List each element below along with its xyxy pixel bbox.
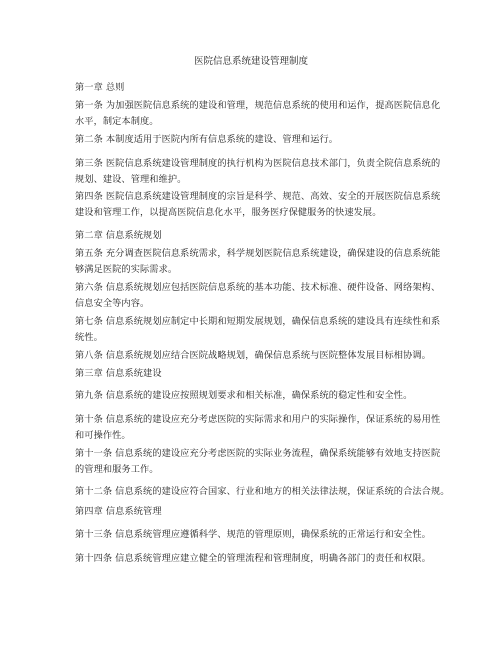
paragraph-line: 第十四条 信息系统管理应建立健全的管理流程和管理制度，明确各部门的责任和权限。 [75, 553, 431, 564]
paragraph [75, 132, 437, 148]
paragraph [75, 246, 441, 278]
paragraph-line: 第二章 信息系统规划 [75, 230, 162, 241]
paragraph-line: 够满足医院的实际需求。 [75, 264, 178, 275]
paragraph [75, 98, 441, 130]
paragraph-line: 第十条 信息系统的建设应充分考虑医院的实际需求和用户的实际操作，保证系统的易用性 [75, 414, 441, 425]
paragraph [75, 446, 441, 478]
paragraph [75, 388, 437, 404]
paragraph-line: 第五条 充分调查医院信息系统需求，科学规划医院信息系统建设，确保建设的信息系统能 [75, 248, 441, 259]
paragraph [75, 366, 437, 382]
paragraph-line: 信息安全等内容。 [75, 298, 150, 309]
paragraph-line: 第三条 医院信息系统建设管理制度的执行机构为医院信息技术部门，负责全院信息系统的 [75, 158, 441, 169]
paragraph-line: 第七条 信息系统规划应制定中长期和短期发展规划，确保信息系统的建设具有连续性和系 [75, 316, 441, 327]
paragraph [75, 484, 450, 500]
paragraph [75, 80, 437, 96]
document-title: 医院信息系统建设管理制度 [193, 56, 308, 67]
paragraph [75, 280, 441, 312]
paragraph-line: 第一条 为加强医院信息系统的建设和管理，规范信息系统的使用和运作，提高医院信息化 [75, 100, 441, 111]
paragraph-line: 统性。 [75, 332, 103, 343]
paragraph-line: 第三章 信息系统建设 [75, 368, 162, 379]
paragraph-line: 第四条 医院信息系统建设管理制度的宗旨是科学、规范、高效、安全的开展医院信息系统 [75, 191, 441, 202]
paragraph [75, 412, 441, 444]
paragraph [75, 228, 437, 244]
paragraph [75, 551, 437, 567]
paragraph-line: 第十三条 信息系统管理应遵循科学、规范的管理原则，确保系统的正常运行和安全性。 [75, 529, 431, 540]
paragraph [75, 189, 441, 221]
paragraph-line: 第四章 信息系统管理 [75, 506, 162, 517]
paragraph [75, 527, 437, 543]
paragraph-line: 的管理和服务工作。 [75, 464, 159, 475]
paragraph-line: 水平，制定本制度。 [75, 116, 159, 127]
paragraph [75, 314, 441, 346]
paragraph [75, 156, 441, 188]
paragraph-line: 第十二条 信息系统的建设应符合国家、行业和地方的相关法律法规，保证系统的合法合规。 [75, 486, 450, 497]
paragraph-line: 第八条 信息系统规划应结合医院战略规划，确保信息系统与医院整体发展目标相协调。 [75, 350, 431, 361]
paragraph [75, 348, 437, 364]
paragraph-line: 和可操作性。 [75, 430, 131, 441]
paragraph-line: 建设和管理工作，以提高医院信息化水平，服务医疗保健服务的快速发展。 [75, 207, 382, 218]
paragraph-line: 第二条 本制度适用于医院内所有信息系统的建设、管理和运行。 [75, 134, 339, 145]
paragraph-line: 规划、建设、管理和维护。 [75, 174, 187, 185]
paragraph-line: 第一章 总则 [75, 82, 125, 93]
paragraph-line: 第十一条 信息系统的建设应充分考虑医院的实际业务流程，确保系统能够有效地支持医院 [75, 448, 441, 459]
paragraph-line: 第六条 信息系统规划应包括医院信息系统的基本功能、技术标准、硬件设备、网络架构、 [75, 282, 441, 293]
paragraph [75, 504, 437, 520]
paragraph-line: 第九条 信息系统的建设应按照规划要求和相关标准，确保系统的稳定性和安全性。 [75, 390, 413, 401]
